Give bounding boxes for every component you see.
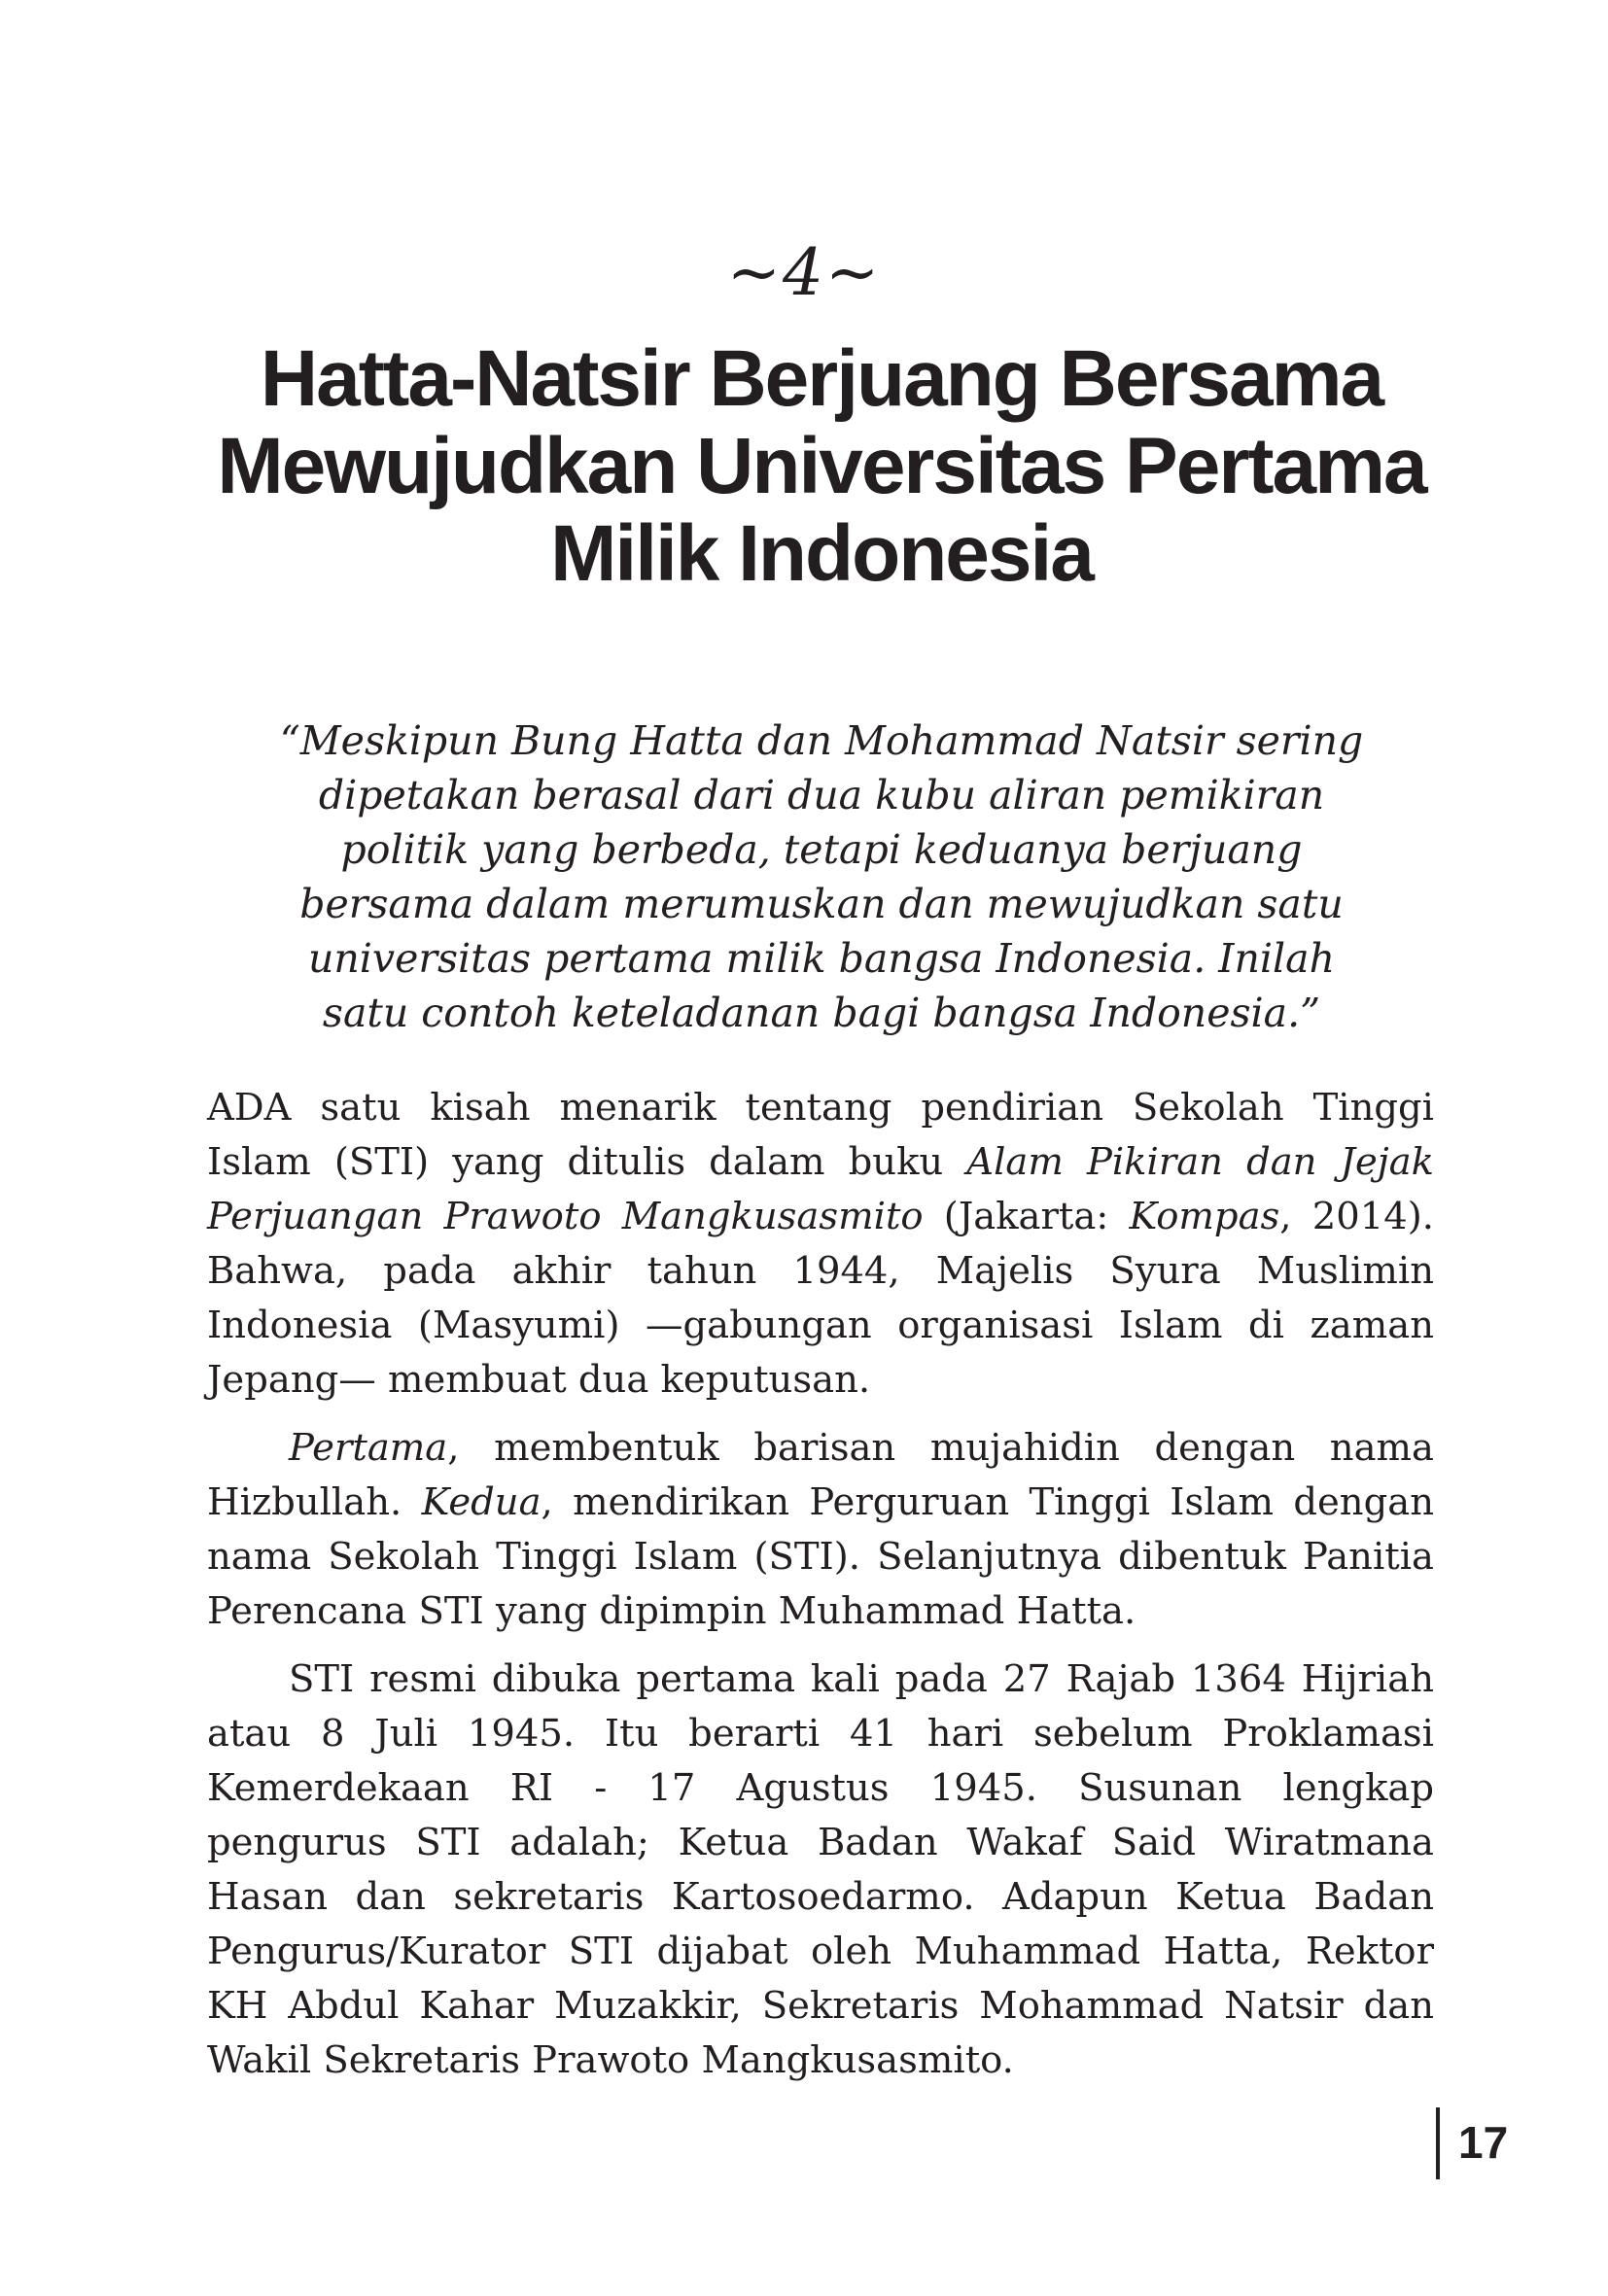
- text-line: Pengurus/Kurator STI dijabat oleh Muhammad Hatta, Rektor: [207, 1930, 1434, 1973]
- publisher-italic: Kompas: [1129, 1195, 1280, 1238]
- text-run: Islam (STI) yang ditulis dalam buku: [207, 1140, 967, 1184]
- text-line: Indonesia (Masyumi) —gabungan organisasi Islam di zaman: [207, 1304, 1434, 1347]
- text-line: [207, 1190, 1434, 1244]
- book-title-italic: Perjuangan Prawoto Mangkusasmito: [207, 1195, 924, 1238]
- text-line: atau 8 Juli 1945. Itu berarti 41 hari sebelum Proklamasi: [207, 1712, 1434, 1756]
- text-run: Hizbullah.: [207, 1480, 422, 1524]
- epigraph-line: bersama dalam merumuskan dan mewujudkan satu: [299, 881, 1344, 927]
- text-line: Hasan dan sekretaris Kartosoedarmo. Adapun Ketua Badan: [207, 1875, 1434, 1919]
- epigraph-quote: [262, 713, 1381, 1040]
- emphasis-italic: Pertama: [289, 1426, 448, 1470]
- page-number: 17: [1458, 2117, 1509, 2168]
- text-line: [207, 1476, 1434, 1530]
- chapter-title-line: Milik Indonesia: [550, 509, 1093, 598]
- text-line: Wakil Sekretaris Prawoto Mangkusasmito.: [207, 2038, 1014, 2082]
- epigraph-line: “Meskipun Bung Hatta dan Mohammad Natsir sering: [279, 717, 1364, 764]
- text-line: Perencana STI yang dipimpin Muhammad Hatta.: [207, 1589, 1136, 1633]
- text-line: Bahwa, pada akhir tahun 1944, Majelis Syura Muslimin: [207, 1249, 1434, 1293]
- paragraph-3: [207, 1652, 1434, 2088]
- text-line: ADA satu kisah menarik tentang pendirian Sekolah Tinggi: [207, 1086, 1434, 1130]
- paragraph-2: [207, 1421, 1434, 1639]
- chapter-title-line: Hatta-Natsir Berjuang Bersama: [260, 334, 1383, 423]
- text-run: , mendirikan Perguruan Tinggi Islam dengan: [541, 1480, 1434, 1524]
- paragraph-1: [207, 1081, 1434, 1408]
- epigraph-line: satu contoh keteladanan bagi bangsa Indonesia.”: [322, 990, 1321, 1036]
- chapter-title-line: Mewujudkan Universitas Pertama: [217, 422, 1426, 510]
- text-line: Kemerdekaan RI - 17 Agustus 1945. Susunan lengkap: [207, 1766, 1434, 1810]
- text-line: Jepang— membuat dua keputusan.: [207, 1358, 871, 1402]
- text-line: pengurus STI adalah; Ketua Badan Wakaf Said Wiratmana: [207, 1821, 1434, 1864]
- chapter-title: [146, 335, 1497, 598]
- emphasis-italic: Kedua: [421, 1480, 542, 1524]
- text-run: (Jakarta:: [923, 1195, 1130, 1238]
- book-title-italic: Alam Pikiran dan Jejak: [966, 1140, 1434, 1184]
- epigraph-line: universitas pertama milik bangsa Indonesia. Inilah: [308, 935, 1335, 982]
- text-line: nama Sekolah Tinggi Islam (STI). Selanjutnya dibentuk Panitia: [207, 1535, 1434, 1579]
- epigraph-line: dipetakan berasal dari dua kubu aliran pemikiran: [318, 772, 1325, 818]
- text-run: , membentuk barisan mujahidin dengan nama: [447, 1426, 1434, 1470]
- chapter-number: ~4~: [726, 235, 882, 310]
- page-number-divider: [1436, 2107, 1440, 2179]
- text-run: , 2014).: [1279, 1195, 1434, 1238]
- text-line: [207, 1421, 1434, 1476]
- epigraph-line: politik yang berbeda, tetapi keduanya berjuang: [340, 826, 1303, 873]
- text-line: [207, 1135, 1434, 1190]
- body-text: [207, 1081, 1434, 2102]
- text-line: KH Abdul Kahar Muzakkir, Sekretaris Mohammad Natsir dan: [207, 1984, 1434, 2028]
- text-line: STI resmi dibuka pertama kali pada 27 Rajab 1364 Hijriah: [289, 1657, 1434, 1701]
